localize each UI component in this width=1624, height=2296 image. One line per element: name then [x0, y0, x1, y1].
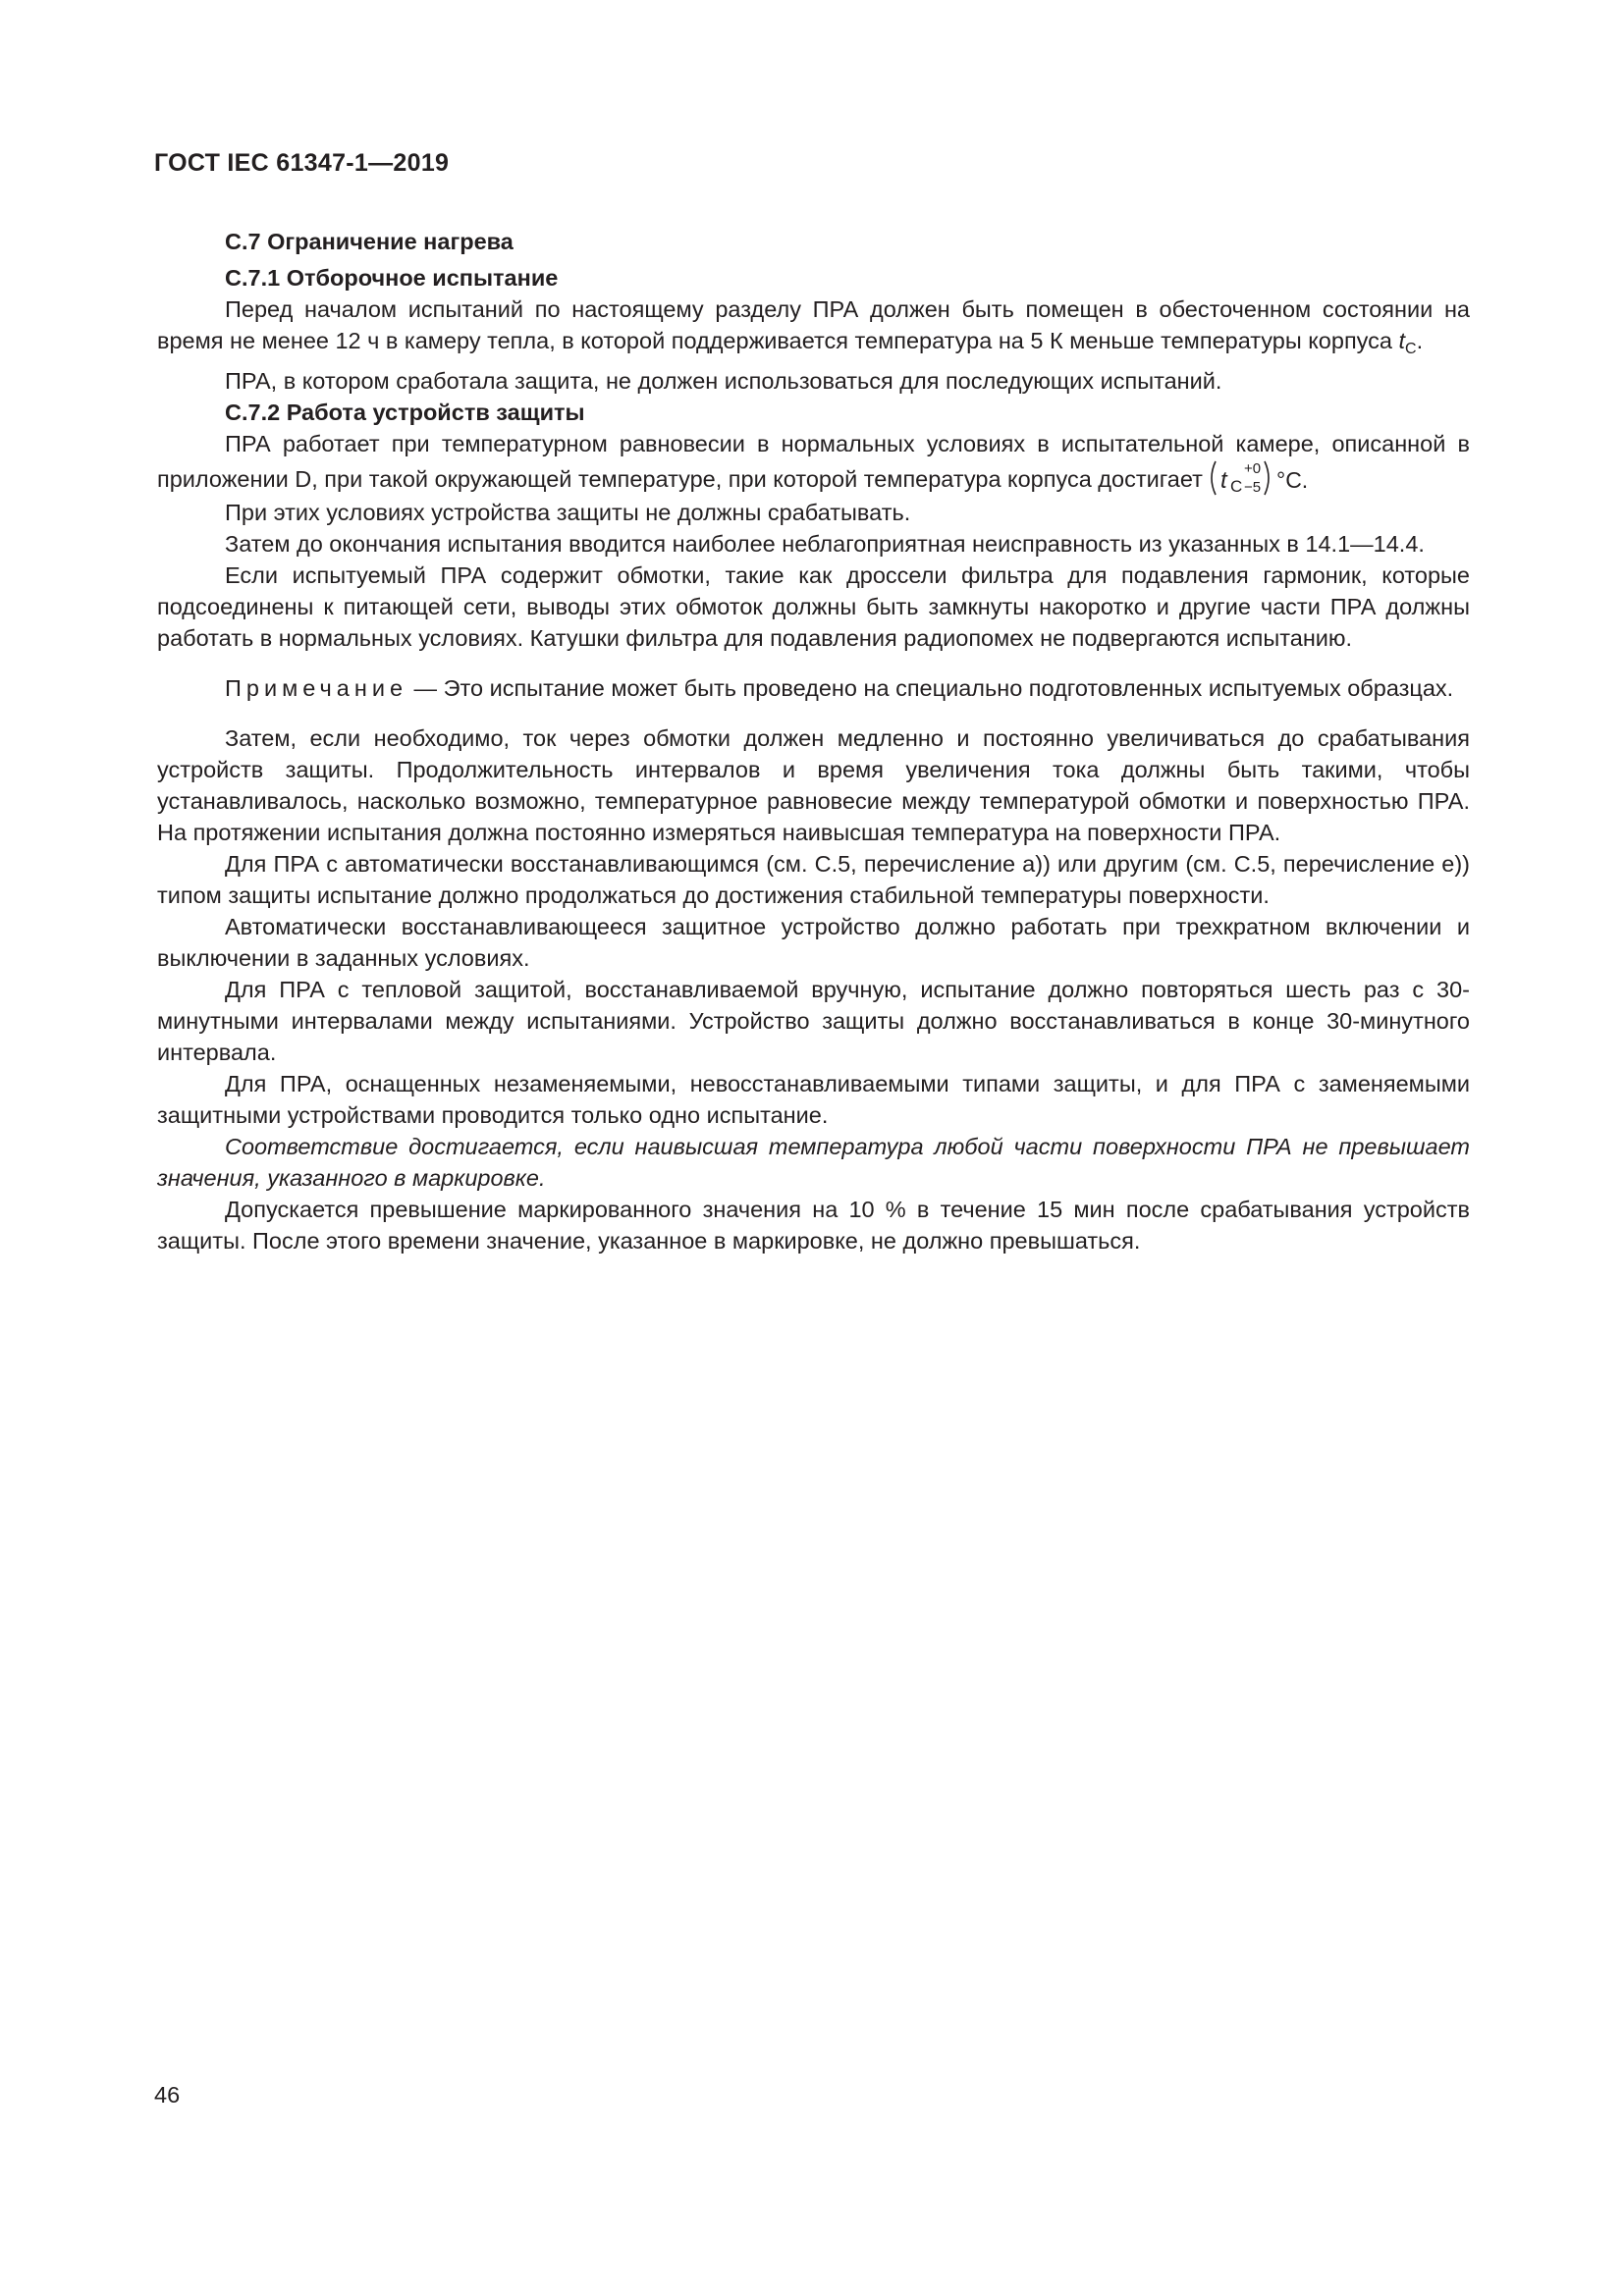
case-temperature-formula	[1207, 459, 1313, 497]
c72-paragraph-2: При этих условиях устройства защиты не должны срабатывать.	[225, 500, 911, 525]
formula-subscript: C	[1229, 477, 1243, 496]
note-label: Примечание	[225, 675, 408, 701]
c72-paragraph-8: Для ПРА с тепловой защитой, восстанавливаемой вручную, испытание должно повторяться шесть раз с 30-минутными интервалами между испытаниями. Устройство защиты должно восстанавливаться в конце 30-минутного интервала.	[157, 977, 1470, 1065]
c72-paragraph-5: Затем, если необходимо, ток через обмотки должен медленно и постоянно увеличиваться до срабатывания устройств защиты. Продолжительность интервалов и время увеличения тока должны быть такими, чтобы устанавливалось, насколько возможно, температурное равновесие между температурой обмотки и поверхностью ПРА. На протяжении испытания должна постоянно измеряться наивысшая температура на поверхности ПРА.	[157, 725, 1470, 845]
c72-paragraph-1: ПРА работает при температурном равновесии в нормальных условиях в испытательной камере, описанной в приложении D, при такой окружающей температуре, при которой температура корпуса достигает t C +0 −5 °C.	[157, 431, 1470, 496]
document-body	[157, 226, 1470, 1256]
compliance-statement: Соответствие достигается, если наивысшая температура любой части поверхности ПРА не превышает значения, указанного в маркировке.	[157, 1134, 1470, 1191]
c71-paragraph-1: Перед началом испытаний по настоящему разделу ПРА должен быть помещен в обесточенном состоянии на время не менее 12 ч в камеру тепла, в которой поддерживается температура на 5 К меньше температуры корпуса $t_C$.	[157, 296, 1470, 357]
formula-upper-tolerance: +0	[1243, 460, 1261, 477]
section-c71-title: С.7.1 Отборочное испытание	[225, 265, 559, 291]
case-temp-symbol: t	[1398, 328, 1406, 353]
section-c72-title: С.7.2 Работа устройств защиты	[225, 400, 585, 425]
formula-symbol: t	[1219, 467, 1227, 494]
c71-paragraph-2: ПРА, в котором сработала защита, не должен использоваться для последующих испытаний.	[225, 368, 1222, 394]
note-paragraph: Примечание — Это испытание может быть проведено на специально подготовленных испытуемых образцах.	[225, 675, 1454, 701]
c72-paragraph-6: Для ПРА с автоматически восстанавливающимся (см. С.5, перечисление а)) или другим (см. С.5, перечисление е)) типом защиты испытание должно продолжаться до достижения стабильной температуры поверхности.	[157, 851, 1470, 908]
c72-paragraph-3: Затем до окончания испытания вводится наиболее неблагоприятная неисправность из указанных в 14.1—14.4.	[225, 531, 1425, 557]
formula-lower-tolerance: −5	[1243, 479, 1261, 496]
formula-unit: °C.	[1275, 467, 1309, 493]
page-number: 46	[154, 2082, 181, 2108]
c72-paragraph-7: Автоматически восстанавливающееся защитное устройство должно работать при трехкратном включении и выключении в заданных условиях.	[157, 914, 1470, 971]
c72-paragraph-11: Допускается превышение маркированного значения на 10 % в течение 15 мин после срабатывания устройств защиты. После этого времени значение, указанное в маркировке, не должно превышаться.	[157, 1197, 1470, 1254]
section-c7-title: С.7 Ограничение нагрева	[225, 229, 514, 254]
standard-header: ГОСТ IEC 61347-1—2019	[154, 149, 450, 177]
c72-paragraph-4: Если испытуемый ПРА содержит обмотки, такие как дроссели фильтра для подавления гармоник, которые подсоединены к питающей сети, выводы этих обмоток должны быть замкнуты накоротко и другие части ПРА должны работать в нормальных условиях. Катушки фильтра для подавления радиопомех не подвергаются испытанию.	[157, 562, 1470, 651]
c72-paragraph-9: Для ПРА, оснащенных незаменяемыми, невосстанавливаемыми типами защиты, и для ПРА с заменяемыми защитными устройствами проводится только одно испытание.	[157, 1071, 1470, 1128]
